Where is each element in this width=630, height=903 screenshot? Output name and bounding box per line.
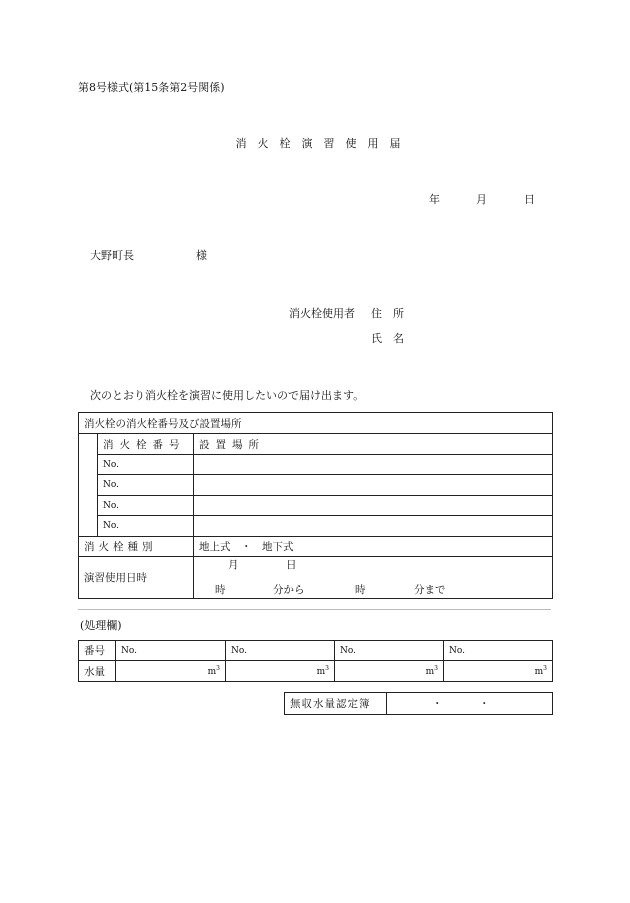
document-title: 消 火 栓 演 習 使 用 届 bbox=[235, 137, 401, 150]
addressee-honorific: 様 bbox=[196, 249, 207, 262]
hydrant-table bbox=[78, 412, 553, 599]
water-cell: $m^3$ bbox=[226, 661, 335, 682]
col-location-header: 設置場所 bbox=[194, 434, 553, 455]
water-cell: $m^3$ bbox=[116, 661, 226, 682]
dt-minute-from: 分から bbox=[273, 584, 305, 596]
processing-table bbox=[78, 640, 553, 682]
water-cell: $m^3$ bbox=[335, 661, 444, 682]
name-label: 氏 名 bbox=[371, 332, 404, 345]
unit-label: m bbox=[534, 667, 544, 677]
hydrant-location-cell bbox=[194, 496, 553, 516]
hydrant-location-cell bbox=[194, 455, 553, 475]
form-number: 第8号様式(第15条第2号関係) bbox=[78, 81, 225, 94]
ledger-dot: ・ bbox=[479, 698, 490, 710]
water-label: 水量 bbox=[79, 661, 116, 682]
table-row bbox=[79, 496, 553, 516]
intro-text: 次のとおり消火栓を演習に使用したいので届け出ます。 bbox=[90, 389, 365, 402]
unit-label: m bbox=[425, 667, 435, 677]
number-label: 番号 bbox=[79, 641, 116, 661]
processing-number-cell: No. bbox=[226, 641, 335, 661]
hydrant-number-cell: No. bbox=[98, 455, 194, 475]
dt-minute-to: 分まで bbox=[414, 584, 446, 596]
date-day: 日 bbox=[524, 193, 535, 206]
processing-label: (処理欄) bbox=[80, 619, 122, 632]
dt-month: 月 bbox=[228, 559, 239, 571]
dt-hour-from: 時 bbox=[215, 584, 226, 596]
hydrant-section-label: 消火栓の消火栓番号及び設置場所 bbox=[79, 413, 553, 434]
processing-number-cell: No. bbox=[335, 641, 444, 661]
date-year: 年 bbox=[429, 193, 440, 206]
hydrant-number-cell: No. bbox=[98, 516, 194, 537]
datetime-cell bbox=[194, 557, 553, 599]
ledger-table bbox=[284, 692, 553, 715]
hydrant-type-label: 消火栓種別 bbox=[79, 537, 194, 557]
table-row bbox=[79, 475, 553, 496]
table-row bbox=[79, 455, 553, 475]
col-number-header: 消火栓番号 bbox=[98, 434, 194, 455]
ledger-value-cell bbox=[387, 693, 553, 715]
hydrant-location-cell bbox=[194, 475, 553, 496]
hydrant-number-cell: No. bbox=[98, 496, 194, 516]
ledger-label: 無収水量認定簿 bbox=[285, 693, 387, 715]
date-month: 月 bbox=[476, 193, 487, 206]
addressee-name: 大野町長 bbox=[90, 249, 134, 262]
hydrant-location-cell bbox=[194, 516, 553, 537]
hydrant-type-value: 地上式 ・ 地下式 bbox=[194, 537, 553, 557]
unit-label: m bbox=[207, 667, 217, 677]
table-row bbox=[79, 516, 553, 537]
processing-number-cell: No. bbox=[116, 641, 226, 661]
hydrant-indent-cell bbox=[79, 434, 98, 537]
water-cell: $m^3$ bbox=[444, 661, 553, 682]
ledger-dot: ・ bbox=[432, 698, 443, 710]
dt-hour-to: 時 bbox=[355, 584, 366, 596]
processing-number-cell: No. bbox=[444, 641, 553, 661]
address-label: 住 所 bbox=[371, 307, 404, 320]
applicant-label: 消火栓使用者 bbox=[289, 307, 355, 320]
hydrant-number-cell: No. bbox=[98, 475, 194, 496]
unit-label: m bbox=[316, 667, 326, 677]
dt-day: 日 bbox=[286, 559, 297, 571]
datetime-label: 演習使用日時 bbox=[79, 557, 194, 599]
divider-line bbox=[78, 609, 551, 610]
